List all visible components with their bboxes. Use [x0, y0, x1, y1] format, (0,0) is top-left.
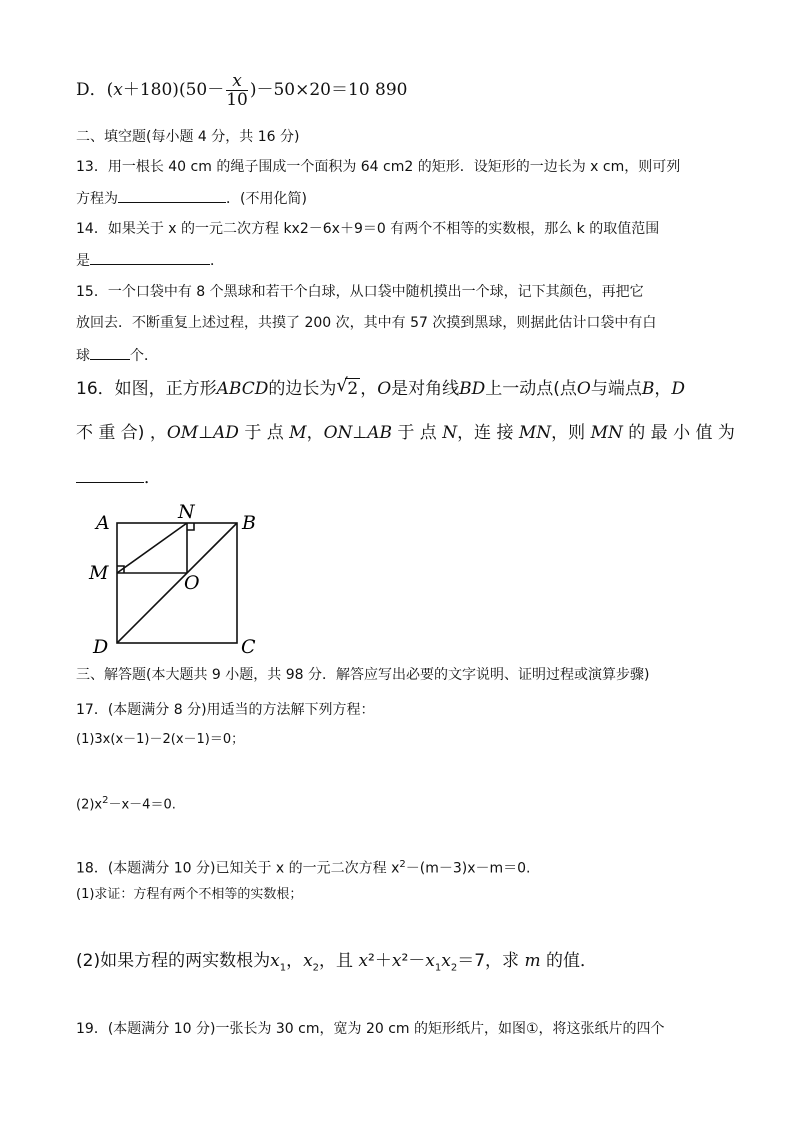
q16-text-g: ，: [654, 379, 672, 399]
q16-answer-blank[interactable]: [76, 466, 144, 483]
q16-line2: [76, 422, 735, 444]
q16-on: ON: [323, 423, 353, 443]
q18-p2-f: ＝7，求: [457, 951, 525, 971]
fraction-denominator: 10: [226, 90, 248, 110]
q15-line1: 15．一个口袋中有 8 个黑球和若干个白球，从口袋中随机摸出一个球，记下其颜色，再把它: [76, 284, 644, 300]
q14-answer-blank[interactable]: [90, 250, 210, 265]
q19-line1: 19．(本题满分 10 分)一张长为 30 cm，宽为 20 cm 的矩形纸片，如图①，将这张纸片的四个: [76, 1021, 665, 1037]
q18-x5: x: [425, 951, 435, 971]
q16-text-a: 16．如图，正方形: [76, 379, 217, 399]
q17-part2: [76, 792, 176, 814]
q16-o-2: O: [576, 379, 591, 399]
q16-text-c: ，: [360, 379, 378, 399]
q18-sub4: 2: [450, 962, 458, 974]
q16-text-2b: 于 点: [238, 423, 290, 443]
q18-x1: x: [270, 951, 280, 971]
q18-sub3: 1: [434, 962, 442, 974]
q15-line3-b: 个．: [130, 348, 158, 364]
q16-m: M: [289, 423, 307, 443]
q18-stem-b: －(m－3)x－m＝0.: [405, 860, 531, 877]
q18-x3: x: [358, 951, 369, 971]
option-d-part2: )－50×20＝10 890: [249, 80, 408, 100]
label-m: M: [89, 562, 109, 584]
q16-text-2a: 不 重 合) ，: [76, 423, 167, 443]
q16-abcd: ABCD: [216, 379, 269, 399]
q18-p2-g: 的值．: [540, 951, 597, 971]
q18-x2: x: [303, 951, 313, 971]
label-c: C: [241, 636, 256, 658]
q18-p2-b: ，: [286, 951, 304, 971]
section-3-heading: 三、解答题(本大题共 9 小题，共 98 分．解答应写出必要的文字说明、证明过程或演算步骤): [76, 667, 650, 683]
q18-stem-a: 18．(本题满分 10 分)已知关于 x 的一元二次方程 x: [76, 860, 400, 877]
q17-part1: (1)3x(x－1)－2(x－1)＝0；: [76, 732, 245, 747]
right-angle-n: [187, 523, 194, 530]
q16-text-2d: 于 点: [391, 423, 443, 443]
sqrt-symbol: [336, 375, 360, 400]
q16-ab: AB: [367, 423, 392, 443]
perp-symbol: ⊥: [198, 423, 213, 443]
label-b: B: [242, 512, 256, 534]
fraction-numerator: x: [226, 72, 248, 91]
q14-line2-a: 是: [76, 253, 90, 269]
q13-line2: [76, 188, 307, 208]
q16-text-2c: ，: [306, 423, 324, 443]
q16-b: B: [641, 379, 655, 399]
sqrt-value: 2: [347, 379, 359, 399]
q16-text-b: 的边长为: [268, 379, 337, 399]
diagonal-bd: [117, 523, 237, 643]
q18-part2: [76, 950, 597, 979]
q18-sub2: 2: [312, 962, 320, 974]
q15-line3-a: 球: [76, 348, 90, 364]
q16-bd: BD: [459, 379, 486, 399]
segment-mn: [117, 523, 187, 573]
option-d-var: x: [113, 80, 123, 100]
q16-n: N: [442, 423, 458, 443]
q16-mn: MN: [518, 423, 552, 443]
q15-line3: [76, 345, 158, 365]
q18-stem-sup: 2: [399, 859, 406, 870]
q13-answer-blank[interactable]: [118, 188, 226, 203]
q16-text-2e: ，连 接: [457, 423, 519, 443]
q15-answer-blank[interactable]: [90, 345, 130, 360]
q13-line1: 13．用一根长 40 cm 的绳子围成一个面积为 64 cm2 的矩形．设矩形的一边长为 x cm，则可列: [76, 159, 681, 175]
q16-line1: [76, 375, 685, 400]
label-a: A: [96, 512, 110, 534]
option-d-part1: ＋180)(50－: [122, 80, 225, 100]
q16-text-2g: 的 最 小 值 为: [622, 423, 735, 443]
q16-o: O: [377, 379, 392, 399]
q16-ad: AD: [213, 423, 239, 443]
q16-d: D: [671, 379, 685, 399]
q17-p2-b: －x－4＝0.: [108, 797, 176, 813]
q16-text-2f: ，则: [551, 423, 591, 443]
q18-p2-d: ²＋: [368, 951, 392, 971]
q16-mn-2: MN: [590, 423, 623, 443]
q13-line2-a: 方程为: [76, 191, 118, 207]
label-d: D: [93, 636, 109, 658]
label-o: O: [184, 572, 200, 594]
q18-p2-e: ²－: [401, 951, 426, 971]
q16-text-d: 是对角线: [391, 379, 460, 399]
radical-icon: √: [336, 375, 348, 396]
q16-line3: [76, 466, 161, 489]
q16-text-f: 与端点: [590, 379, 642, 399]
q18-x4: x: [391, 951, 402, 971]
q18-part1: (1)求证：方程有两个不相等的实数根；: [76, 887, 303, 902]
fraction: [226, 72, 248, 109]
q16-text-3: ．: [144, 468, 161, 488]
q15-line2: 放回去．不断重复上述过程，共摸了 200 次，其中有 57 次摸到黑球，则据此估计口袋中有白: [76, 315, 657, 331]
q14-line2-b: ．: [210, 253, 224, 269]
q14-line1: 14．如果关于 x 的一元二次方程 kx2－6x＋9＝0 有两个不相等的实数根，那么 k 的取值范围: [76, 221, 660, 237]
square-figure: [80, 500, 280, 660]
q17-p2-a: (2)x: [76, 797, 103, 813]
q18-sub1: 1: [279, 962, 287, 974]
q16-om: OM: [166, 423, 199, 443]
q16-text-e: 上一动点(点: [485, 379, 577, 399]
q18-stem: [76, 856, 531, 878]
q18-p2-c: ，且: [319, 951, 359, 971]
option-d-prefix: D．(: [76, 80, 114, 100]
q18-x6: x: [441, 951, 451, 971]
section-2-heading: 二、填空题(每小题 4 分，共 16 分): [76, 129, 300, 145]
perp-symbol-2: ⊥: [352, 423, 368, 443]
q17-p2-sup: 2: [102, 795, 109, 806]
q13-line2-b: ．(不用化简): [226, 191, 307, 207]
q14-line2: [76, 250, 224, 270]
option-d: [76, 72, 407, 109]
q18-p2-a: (2)如果方程的两实数根为: [76, 951, 271, 971]
q18-m: m: [524, 951, 541, 971]
q17-stem: 17．(本题满分 8 分)用适当的方法解下列方程：: [76, 702, 375, 718]
label-n: N: [178, 501, 195, 523]
